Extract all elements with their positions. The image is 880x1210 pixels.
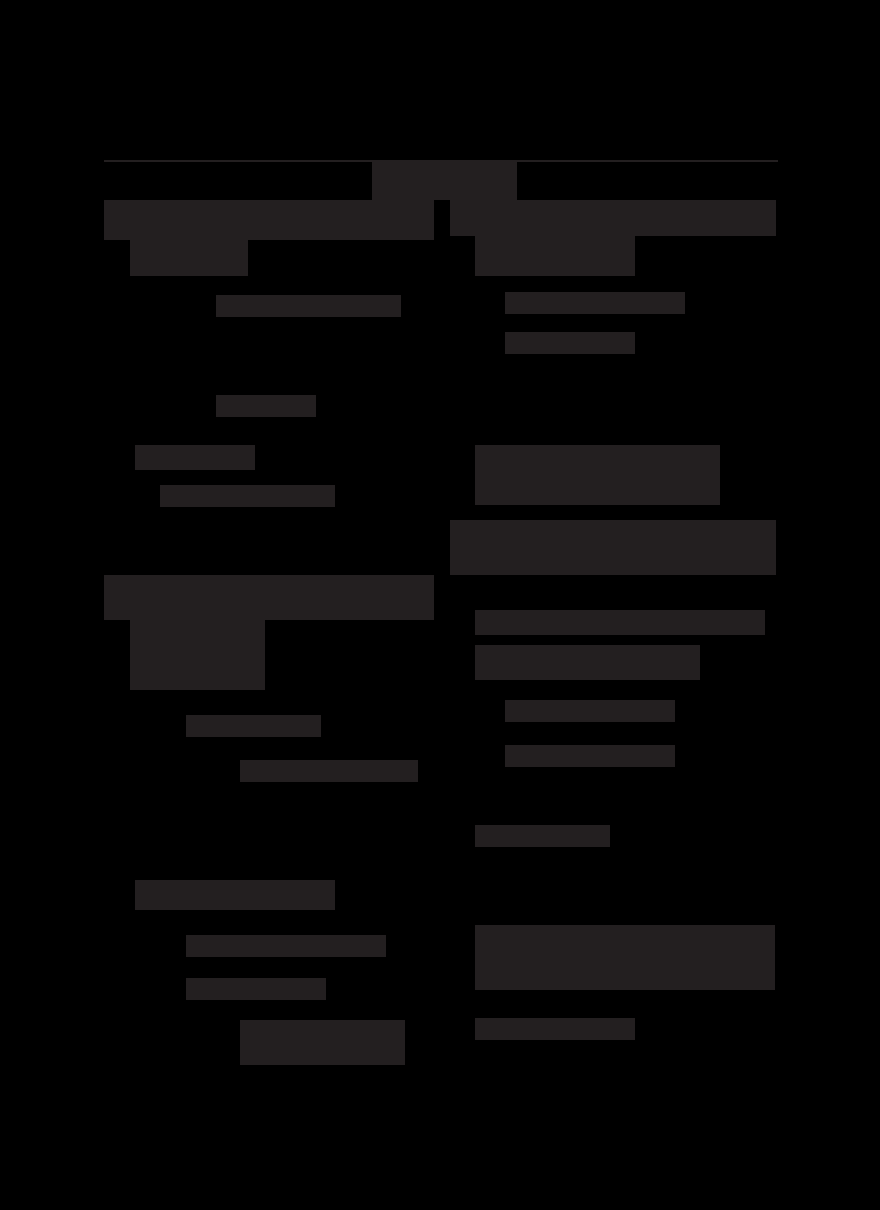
right-text-line	[475, 925, 775, 990]
left-text-line	[240, 1020, 405, 1065]
left-text-line	[216, 395, 316, 417]
left-text-line	[160, 485, 335, 507]
right-column-heading-2	[450, 520, 776, 575]
left-text-line	[186, 935, 386, 957]
left-column-heading-2	[104, 575, 434, 620]
right-text-line	[475, 645, 700, 680]
left-text-line	[186, 715, 321, 737]
left-column-heading-1	[104, 200, 434, 240]
right-subheading-3	[475, 825, 610, 847]
right-column-heading-1	[450, 200, 776, 236]
right-text-line	[505, 700, 675, 722]
left-subheading-2	[135, 445, 255, 470]
left-subheading-4	[135, 880, 335, 910]
left-column-subheading-1	[130, 240, 248, 276]
left-text-line	[240, 760, 418, 782]
right-text-line	[475, 610, 765, 635]
header-block	[372, 160, 517, 200]
left-text-line	[186, 978, 326, 1000]
left-text-line	[216, 295, 401, 317]
right-text-line	[505, 332, 635, 354]
right-column-subheading-1	[475, 236, 635, 276]
right-text-line	[505, 292, 685, 314]
right-text-line	[475, 1018, 635, 1040]
left-subheading-3	[130, 620, 265, 690]
right-subheading-2	[475, 445, 720, 505]
right-text-line	[505, 745, 675, 767]
